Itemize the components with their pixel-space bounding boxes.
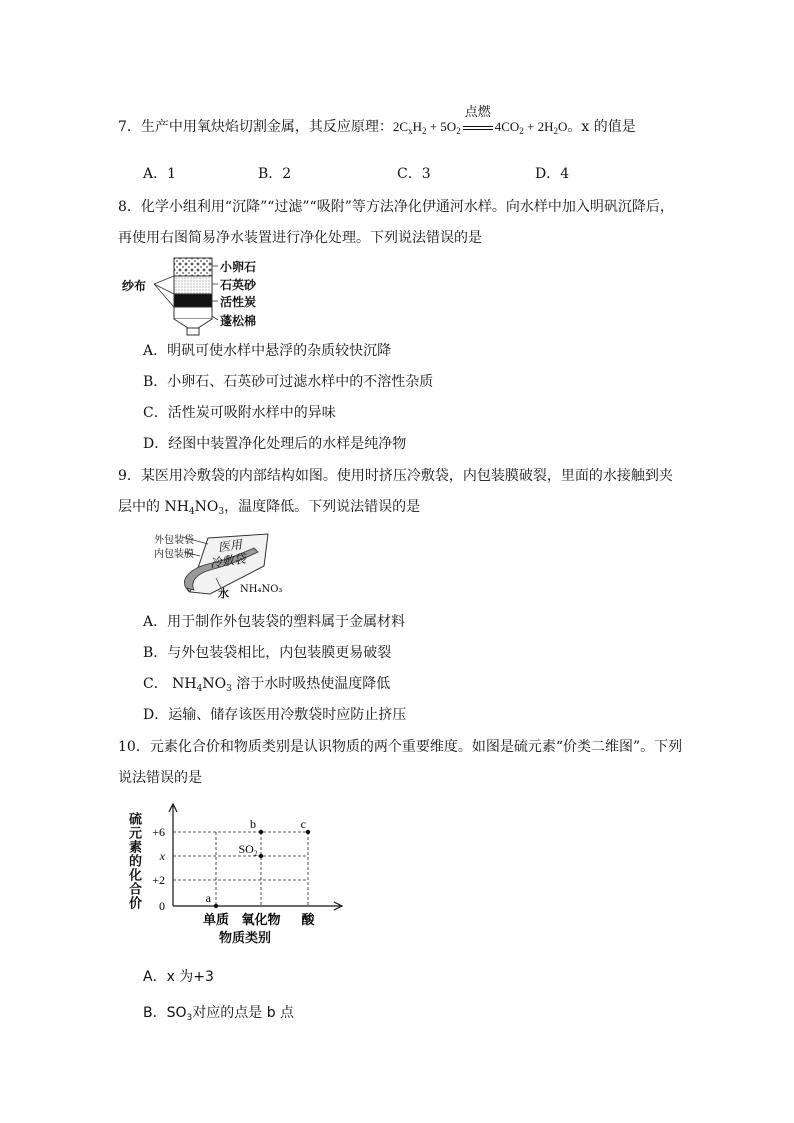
q8-option-d: D．经图中装置净化处理后的水样是纯净物 (143, 436, 407, 452)
y-tick-label: +6 (152, 825, 165, 839)
q7-option-a: A．1 (143, 166, 177, 182)
q7-stem (118, 104, 636, 141)
x-tick-label: 单质 (202, 913, 230, 928)
point-label: c (300, 817, 306, 831)
q10-option-a: A．x 为+3 (143, 969, 214, 985)
chart-ylabel: 硫元素的化合价 (126, 812, 141, 910)
reaction-condition: 点燃 (464, 104, 491, 119)
point-c (306, 830, 310, 834)
point-b (259, 830, 263, 834)
q9-stem-line2: 层中的 $NH_4NO_3$，温度降低。下列说法错误的是 (118, 499, 421, 517)
q10-option-b: B．$SO_3$对应的点是 b 点 (143, 1005, 295, 1023)
gauze-label: 纱布 (122, 279, 147, 293)
point-label: SO₂ (238, 842, 258, 856)
inner-film-label: 内包装膜 (154, 549, 194, 560)
quartz-sand-label: 石英砂 (220, 278, 257, 292)
q8-stem-line1: 8．化学小组利用“沉降”“过滤”“吸附”等方法净化伊通河水样。向水样中加入明矾沉降后， (118, 199, 674, 215)
q7-option-c: C．3 (397, 166, 431, 182)
q10-stem-line1: 10．元素化合价和物质类别是认识物质的两个重要维度。如图是硫元素“价类二维图”。下列 (118, 739, 683, 755)
reaction-arrow (463, 104, 493, 137)
cotton-label: 蓬松棉 (220, 314, 257, 328)
q8-option-c: C．活性炭可吸附水样中的异味 (143, 405, 336, 421)
pebble-label: 小卵石 (220, 260, 257, 274)
x-tick-label: 氧化物 (241, 913, 281, 928)
point-label: a (205, 891, 211, 905)
q7-stem-prefix: 7．生产中用氧炔焰切割金属，其反应原理： (118, 119, 393, 135)
q9-option-a: A．用于制作外包装袋的塑料属于金属材料 (143, 614, 406, 630)
q9-option-d: D．运输、储存该医用冷敷袋时应防止挤压 (143, 707, 407, 723)
quartz-sand-layer (174, 276, 212, 294)
activated-carbon-label: 活性炭 (220, 295, 257, 309)
x-tick-label: 酸 (301, 913, 315, 928)
q7-option-d: D．4 (535, 166, 570, 182)
water-label: 水 (218, 587, 229, 600)
outer-bag-label: 外包装袋 (154, 535, 194, 546)
q9-option-c: C． $NH_4NO_3$ 溶于水时吸热使温度降低 (143, 676, 391, 694)
q7-stem-suffix: 。x 的值是 (567, 119, 636, 135)
chart-xlabel: 物质类别 (219, 931, 272, 946)
activated-carbon-layer (174, 294, 212, 307)
point-label: b (250, 817, 256, 831)
q9-stem-line1: 9．某医用冷敷袋的内部结构如图。使用时挤压冷敷袋，内包装膜破裂，里面的水接触到夹 (118, 468, 673, 484)
y-tick-label: 0 (159, 899, 165, 913)
q10-stem-line2: 说法错误的是 (118, 770, 202, 786)
q7-equation: $2C_xH_2 + 5O_2$ 点燃 $4CO_2 + 2H_2O$ (392, 104, 568, 136)
q8-option-b: B．小卵石、石英砂可过滤水样中的不溶性杂质 (143, 374, 434, 390)
q7-option-b: B．2 (258, 166, 292, 182)
nh4no3-label: NH₄NO₃ (240, 584, 283, 595)
q8-option-a: A．明矾可使水样中悬浮的杂质较快沉降 (143, 343, 392, 359)
point-a (214, 904, 218, 908)
bag-text-1: 医用 (217, 537, 243, 555)
cotton-layer (174, 307, 212, 319)
q9-option-b: B．与外包装袋相比，内包装膜更易破裂 (143, 645, 392, 661)
point-SO₂ (259, 854, 263, 858)
q8-stem-line2: 再使用右图简易净水装置进行净化处理。下列说法错误的是 (118, 230, 482, 246)
y-tick-label: +2 (152, 873, 165, 887)
pebble-layer (174, 258, 212, 276)
valence-category-chart (120, 798, 360, 950)
bag-text-2: 冷敷袋 (209, 551, 247, 571)
y-tick-label: x (159, 849, 165, 863)
outlet (187, 328, 199, 335)
